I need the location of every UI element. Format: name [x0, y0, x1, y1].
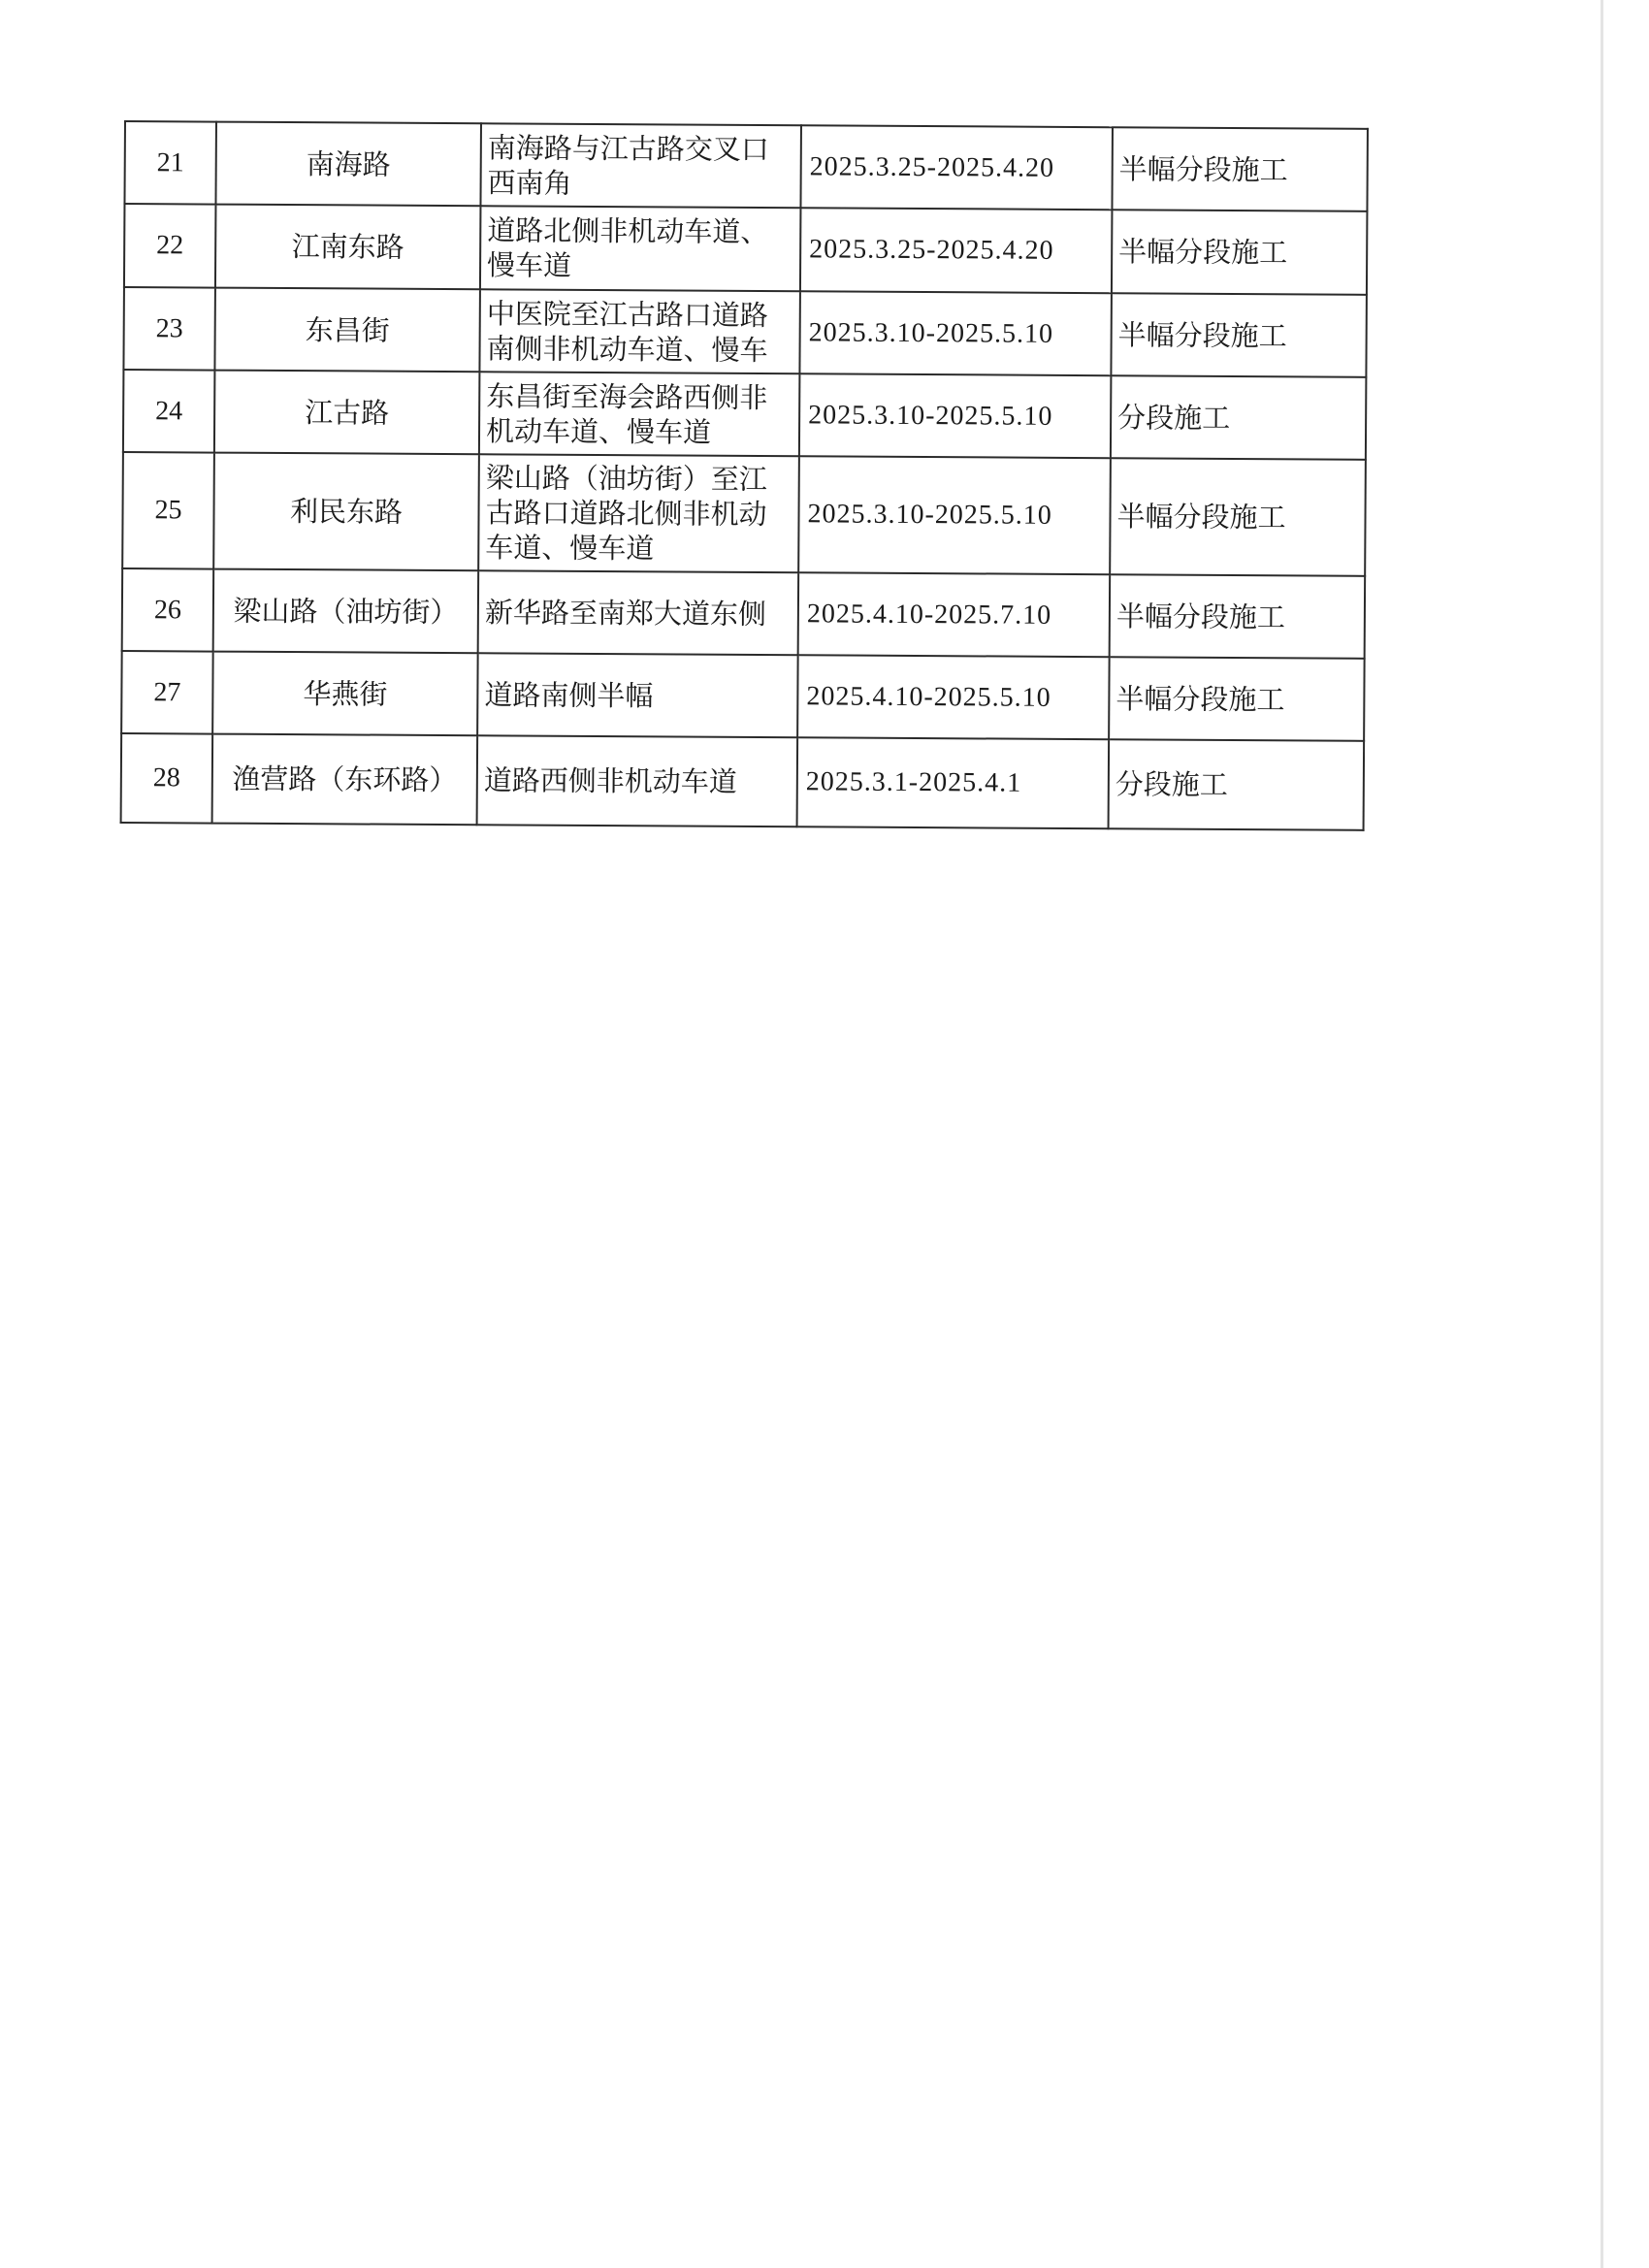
construction-range: [480, 206, 801, 291]
row-number: 22: [124, 204, 216, 288]
construction-period: 2025.3.10-2025.5.10: [798, 456, 1111, 574]
construction-method: 半幅分段施工: [1112, 127, 1368, 211]
road-name: 渔营路（东环路）: [212, 734, 478, 826]
construction-range-text: 道路北侧非机动车道、慢车道: [486, 213, 769, 282]
road-name: 江古路: [214, 371, 480, 455]
row-number: 28: [121, 733, 213, 824]
row-number: 27: [121, 651, 213, 734]
table-row: [121, 733, 1365, 830]
construction-method: 半幅分段施工: [1112, 210, 1368, 295]
road-name: 江南东路: [215, 205, 481, 290]
row-number: 25: [122, 452, 214, 569]
construction-range: [479, 372, 800, 456]
road-name: 东昌街: [214, 288, 480, 373]
construction-period: 2025.3.25-2025.4.20: [800, 208, 1113, 293]
construction-range-text: 中医院至江古路口道路南侧非机动车道、慢车道: [486, 296, 768, 367]
construction-range-text: 东昌街至海会路西侧非机动车道、慢车道: [485, 378, 768, 449]
table-row: [124, 204, 1368, 295]
construction-method: 半幅分段施工: [1110, 574, 1366, 659]
construction-range: 梁山路（油坊街）至江古路口道路北侧非机动车道、慢车道: [478, 454, 799, 572]
construction-method: 半幅分段施工: [1109, 657, 1365, 741]
construction-range: 新华路至南郑大道东侧: [478, 570, 799, 655]
table-row: [124, 121, 1367, 211]
table-row: [123, 370, 1366, 460]
construction-range: [480, 123, 801, 208]
road-name: 南海路: [215, 122, 481, 207]
row-number: 21: [124, 121, 216, 205]
scan-page-edge: [1600, 0, 1603, 2268]
construction-method: 半幅分段施工: [1110, 458, 1366, 576]
row-number: 24: [123, 370, 215, 453]
construction-schedule-table: [120, 120, 1369, 831]
construction-range: [479, 289, 800, 373]
row-number: 26: [122, 568, 214, 652]
construction-range: 道路西侧非机动车道: [477, 735, 798, 826]
table-row: [123, 287, 1366, 377]
construction-method: 分段施工: [1111, 375, 1367, 460]
construction-period: 2025.4.10-2025.5.10: [797, 655, 1110, 739]
road-name: 华燕街: [212, 652, 478, 736]
road-name: 利民东路: [213, 453, 479, 571]
construction-range: 道路南侧半幅: [477, 653, 798, 737]
table-row: [121, 651, 1364, 741]
construction-method: 分段施工: [1109, 739, 1365, 830]
construction-period: 2025.3.1-2025.4.1: [797, 737, 1110, 828]
construction-period: 2025.3.25-2025.4.20: [800, 125, 1113, 210]
table-row: [122, 568, 1365, 659]
row-number: 23: [123, 287, 215, 371]
construction-period: 2025.3.10-2025.5.10: [799, 373, 1112, 458]
table-row: [122, 452, 1366, 576]
construction-range-text: 南海路与江古路交叉口西南角: [487, 130, 769, 200]
construction-period: 2025.4.10-2025.7.10: [798, 572, 1111, 657]
construction-method: 半幅分段施工: [1111, 293, 1367, 377]
road-name: 梁山路（油坊街）: [213, 569, 479, 654]
construction-period: 2025.3.10-2025.5.10: [799, 291, 1112, 375]
